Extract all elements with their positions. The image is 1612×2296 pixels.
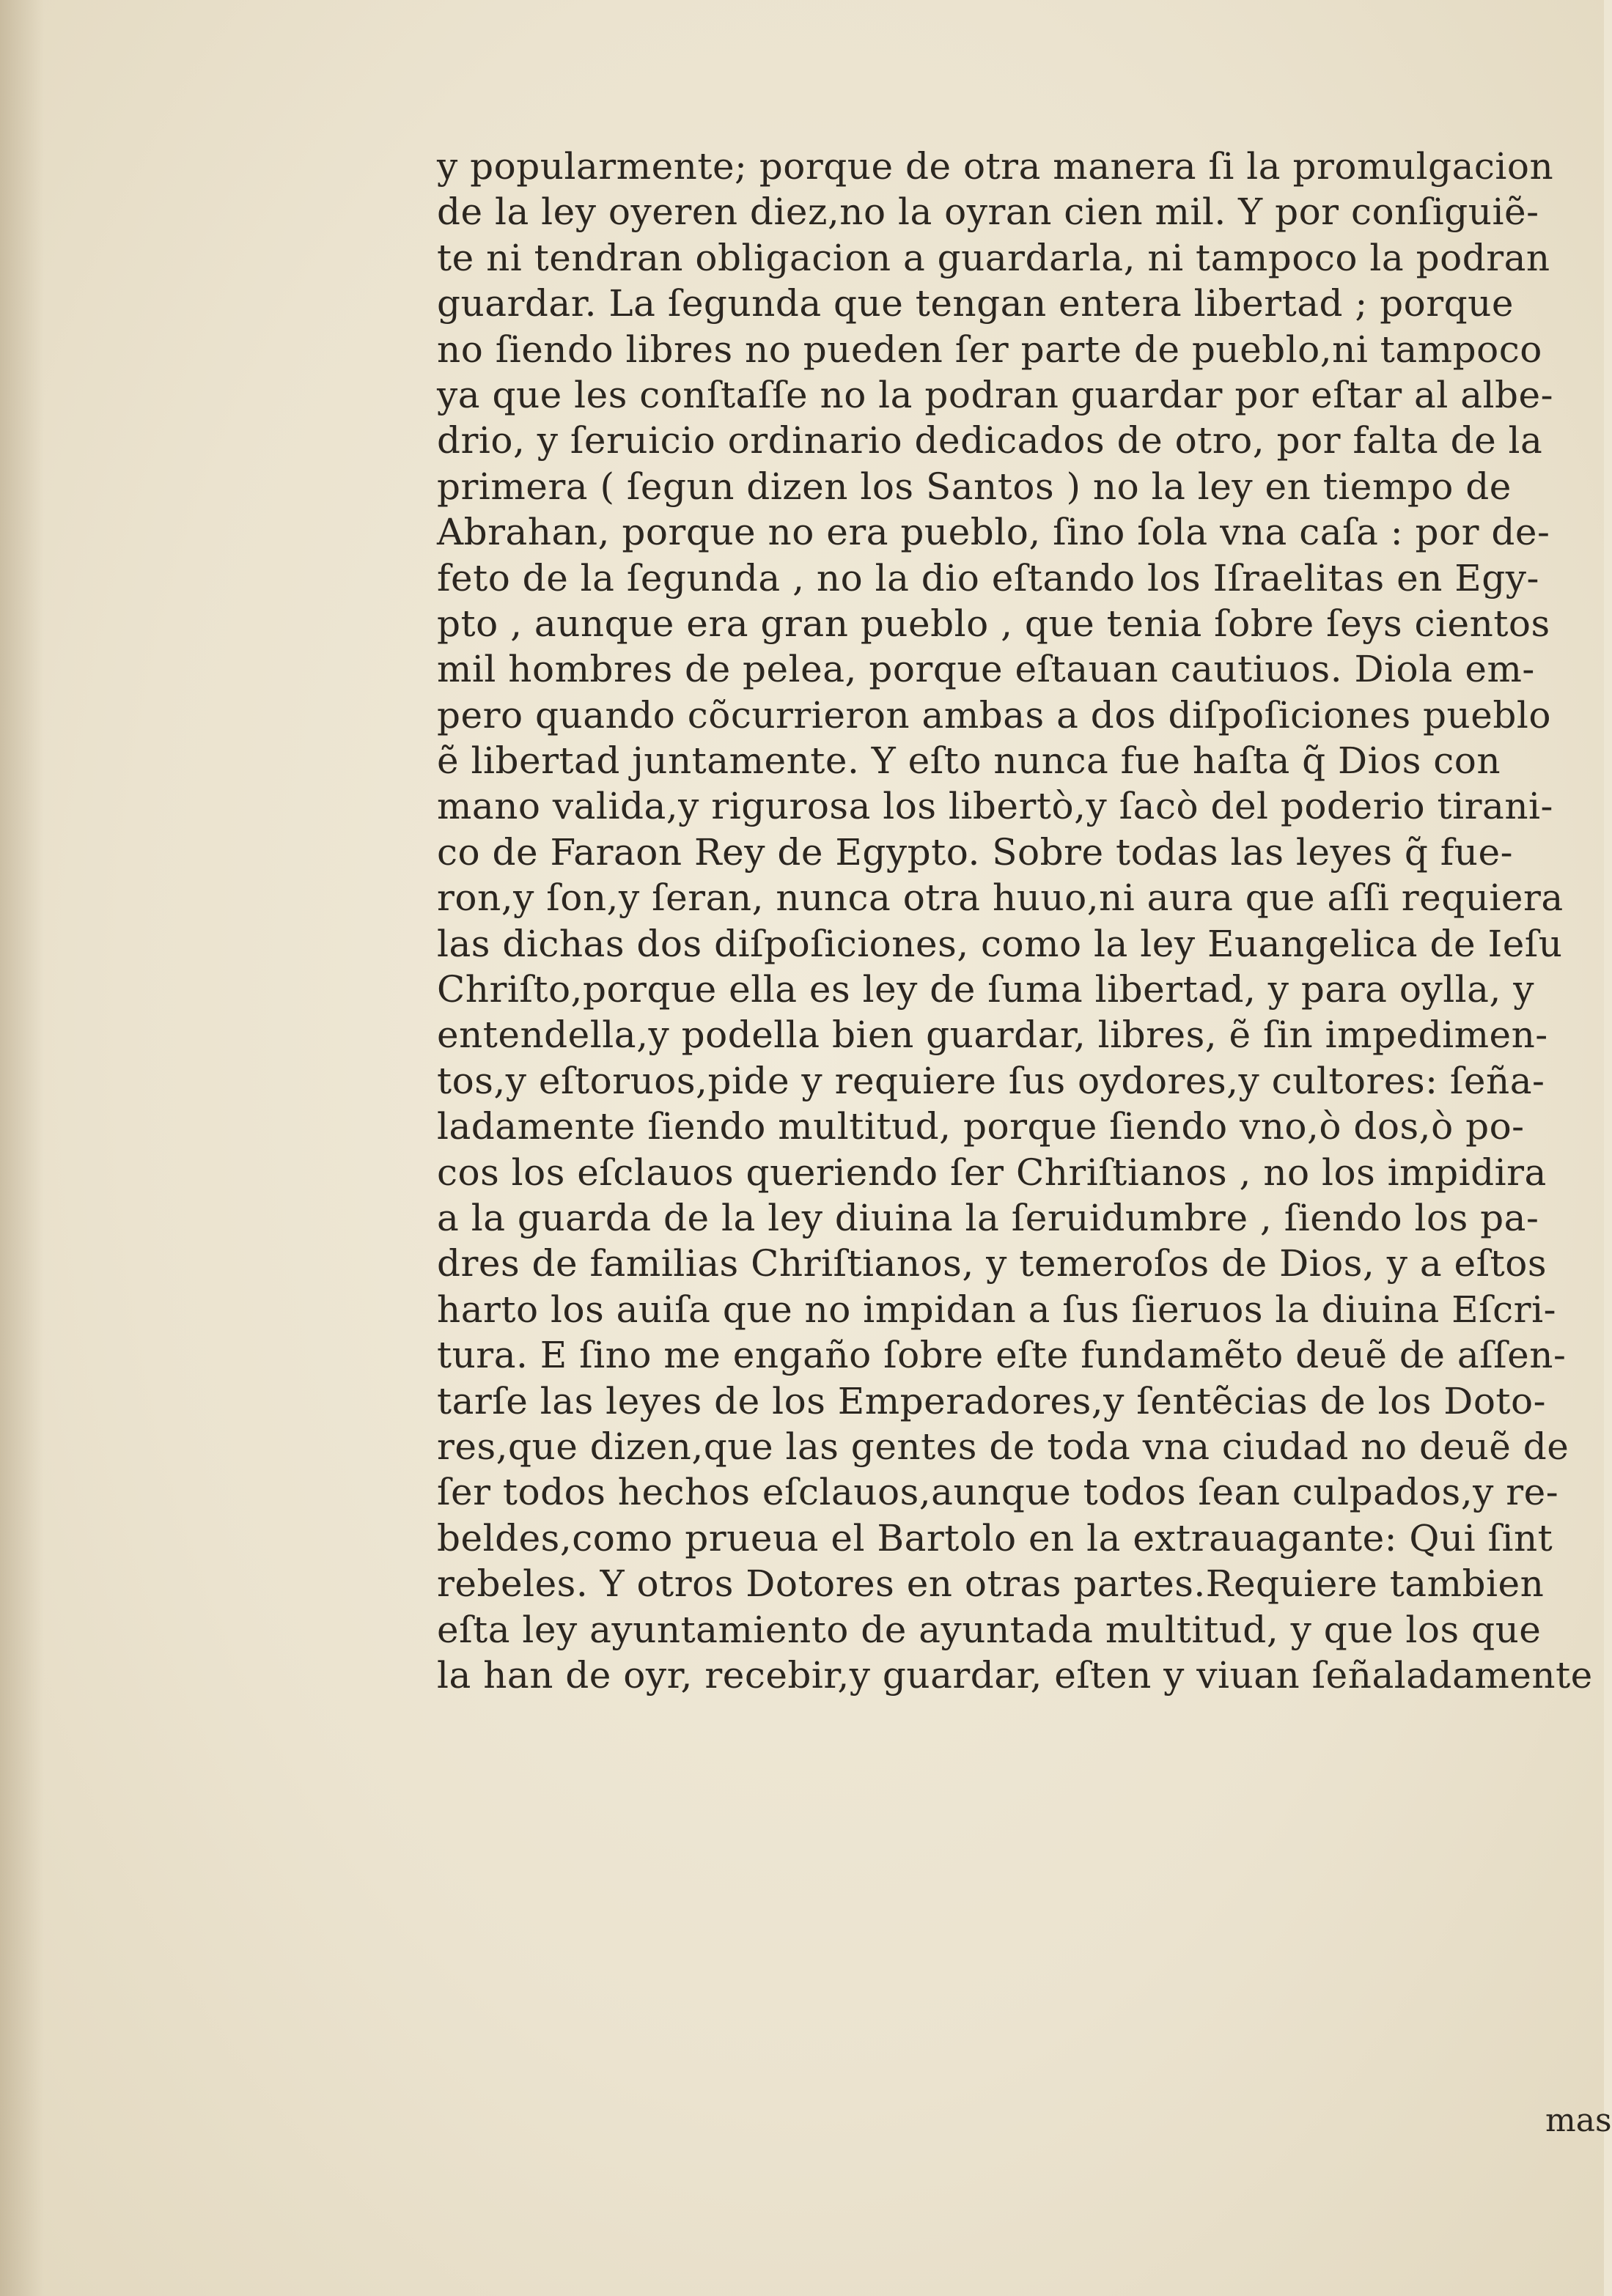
- text-line: pero quando cõcurrieron ambas a dos diſpoſiciones pueblo: [437, 693, 1551, 737]
- text-line: las dichas dos diſpoſiciones, como la ley Euangelica de Ieſu: [437, 922, 1563, 965]
- text-line: pto , aunque era gran pueblo , que tenia ſobre ſeys cientos: [437, 602, 1550, 645]
- text-line: co de Faraon Rey de Egypto. Sobre todas las leyes q̃ fue-: [437, 830, 1513, 874]
- text-line: mano valida,y rigurosa los libertò,y ſacò del poderio tirani-: [437, 785, 1553, 828]
- text-line: y popularmente; porque de otra manera ſi la promulgacion: [437, 145, 1554, 188]
- text-line: ſer todos hechos eſclauos,aunque todos ſean culpados,y re-: [437, 1471, 1559, 1514]
- text-line: mil hombres de pelea, porque eſtauan cautiuos. Diola em-: [437, 648, 1535, 691]
- text-line: rebeles. Y otros Dotores en otras partes.Requiere tambien: [437, 1562, 1545, 1606]
- body-text: [437, 144, 1602, 1698]
- text-line: ron,y ſon,y ſeran, nunca otra huuo,ni aura que aſſi requiera: [437, 876, 1564, 920]
- text-line: a la guarda de la ley diuina la ſeruidumbre , ſiendo los pa-: [437, 1196, 1539, 1239]
- text-line: harto los auiſa que no impidan a ſus ſieruos la diuina Eſcri-: [437, 1288, 1556, 1331]
- text-line: te ni tendran obligacion a guardarla, ni tampoco la podran: [437, 236, 1550, 279]
- catchword: mas: [1545, 2102, 1612, 2139]
- text-line: tos,y eſtoruos,pide y requiere ſus oydores,y cultores: ſeña-: [437, 1059, 1545, 1102]
- page-gutter-shadow: [0, 0, 44, 2296]
- text-line: dres de familias Chriſtianos, y temeroſos de Dios, y a eſtos: [437, 1242, 1547, 1285]
- text-line: de la ley oyeren diez,no la oyran cien mil. Y por conſiguiẽ-: [437, 191, 1539, 234]
- text-line: la han de oyr, recebir,y guardar, eſten y viuan ſeñaladamente: [437, 1653, 1593, 1697]
- text-line: no ſiendo libres no pueden ſer parte de pueblo,ni tampoco: [437, 328, 1542, 371]
- text-line: beldes,como prueua el Bartolo en la extrauagante: Qui ſint: [437, 1516, 1553, 1559]
- text-line: Abrahan, porque no era pueblo, ſino ſola vna caſa : por de-: [437, 511, 1550, 554]
- text-line: cos los eſclauos queriendo ſer Chriſtianos , no los impidira: [437, 1151, 1547, 1194]
- text-line: eſta ley ayuntamiento de ayuntada multitud, y que los que: [437, 1608, 1542, 1651]
- text-line: ya que les conſtaſſe no la podran guardar por eſtar al albe-: [437, 373, 1554, 416]
- text-line: tura. E ſino me engaño ſobre eſte fundamẽto deuẽ de aſſen-: [437, 1334, 1567, 1377]
- text-line: res,que dizen,que las gentes de toda vna ciudad no deuẽ de: [437, 1425, 1569, 1468]
- text-line: primera ( ſegun dizen los Santos ) no la ley en tiempo de: [437, 465, 1512, 508]
- text-line: Chriſto,porque ella es ley de ſuma libertad, y para oylla, y: [437, 968, 1535, 1011]
- text-line: ladamente ſiendo multitud, porque ſiendo vno,ò dos,ò po-: [437, 1105, 1525, 1148]
- text-line: tarſe las leyes de los Emperadores,y ſentẽcias de los Doto-: [437, 1379, 1547, 1422]
- text-line: ẽ libertad juntamente. Y eſto nunca fue haſta q̃ Dios con: [437, 739, 1501, 783]
- text-line: feto de la ſegunda , no la dio eſtando los Iſraelitas en Egy-: [437, 556, 1539, 599]
- text-line: drio, y ſeruicio ordinario dedicados de otro, por falta de la: [437, 419, 1543, 462]
- text-line: guardar. La ſegunda que tengan entera libertad ; porque: [437, 282, 1514, 325]
- text-line: entendella,y podella bien guardar, libres, ẽ ſin impedimen-: [437, 1014, 1548, 1057]
